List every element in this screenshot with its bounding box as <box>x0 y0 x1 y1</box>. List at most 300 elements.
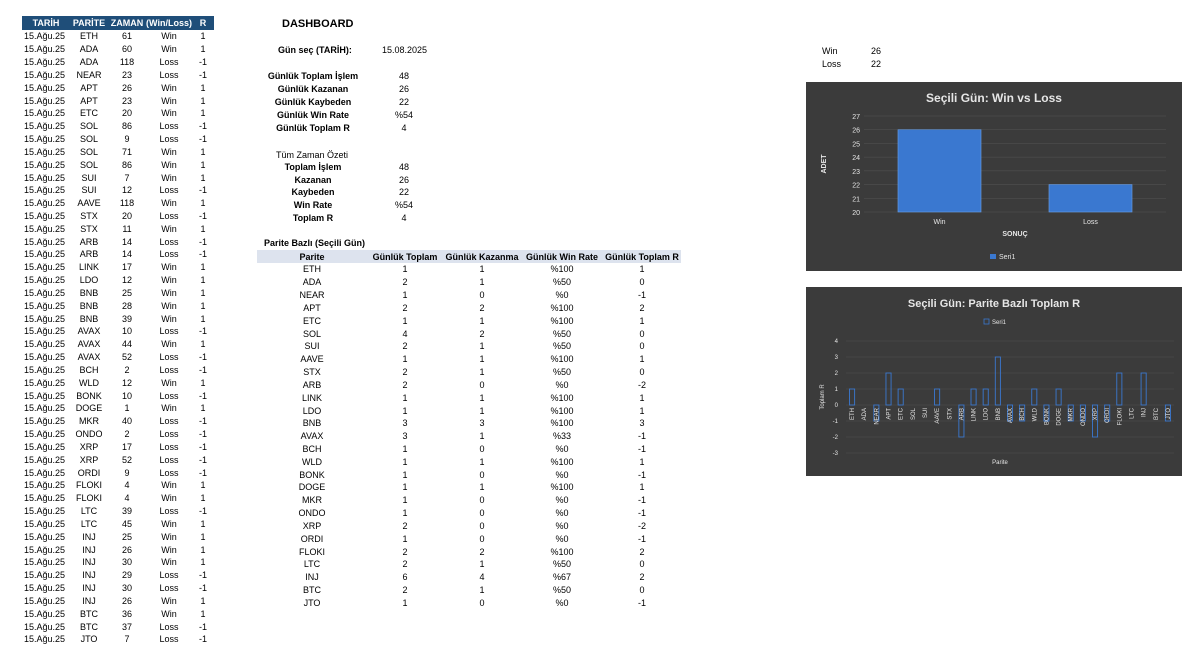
table-cell[interactable]: 40 <box>121 416 132 427</box>
table-cell[interactable]: SOL <box>302 328 321 339</box>
table-cell[interactable]: 0 <box>479 290 485 301</box>
table-cell[interactable]: 3 <box>402 418 408 429</box>
column-header[interactable]: PARİTE <box>70 16 108 30</box>
table-cell[interactable]: 15.Ağu.25 <box>24 31 66 42</box>
table-cell[interactable]: 6 <box>402 572 408 583</box>
table-cell[interactable]: 2 <box>402 585 408 596</box>
table-cell[interactable]: %0 <box>555 495 569 506</box>
table-cell[interactable]: 1 <box>200 198 206 209</box>
table-cell[interactable]: %0 <box>555 533 569 544</box>
table-cell[interactable]: 2 <box>639 572 645 583</box>
table-cell[interactable]: -1 <box>198 364 207 375</box>
table-cell[interactable]: 3 <box>402 431 408 442</box>
table-cell[interactable]: 2 <box>639 546 645 557</box>
table-cell[interactable]: LINK <box>78 262 99 273</box>
table-cell[interactable]: 3 <box>639 418 645 429</box>
table-cell[interactable]: 1 <box>479 431 485 442</box>
table-cell[interactable]: 14 <box>121 236 132 247</box>
table-cell[interactable]: 15.Ağu.25 <box>24 313 66 324</box>
table-cell[interactable]: 1 <box>200 159 206 170</box>
table-cell[interactable]: Loss <box>159 390 179 401</box>
table-cell[interactable]: 17 <box>121 441 132 452</box>
column-header[interactable]: ZAMAN <box>108 16 146 30</box>
table-cell[interactable]: FLOKI <box>75 480 102 491</box>
table-cell[interactable]: 7 <box>124 634 130 645</box>
summary-value[interactable]: 4 <box>401 213 407 223</box>
table-cell[interactable]: Win <box>161 595 177 606</box>
table-cell[interactable]: 15.Ağu.25 <box>24 364 66 375</box>
table-cell[interactable]: 29 <box>121 570 132 581</box>
table-cell[interactable]: 1 <box>639 405 645 416</box>
table-cell[interactable]: -1 <box>198 185 207 196</box>
table-cell[interactable]: 2 <box>479 302 485 313</box>
table-cell[interactable]: 2 <box>402 559 408 570</box>
table-cell[interactable]: 0 <box>479 495 485 506</box>
table-cell[interactable]: 15.Ağu.25 <box>24 441 66 452</box>
table-cell[interactable]: FLOKI <box>75 493 102 504</box>
table-cell[interactable]: NEAR <box>76 69 102 80</box>
table-cell[interactable]: AAVE <box>300 354 324 365</box>
table-cell[interactable]: 3 <box>479 418 485 429</box>
winloss-value[interactable]: 22 <box>871 59 882 69</box>
table-cell[interactable]: -2 <box>637 379 646 390</box>
table-cell[interactable]: -1 <box>637 597 646 608</box>
table-cell[interactable]: DOGE <box>75 403 103 414</box>
table-cell[interactable]: 15.Ağu.25 <box>24 159 66 170</box>
table-cell[interactable]: -1 <box>198 467 207 478</box>
summary-value[interactable]: 22 <box>398 97 409 107</box>
table-cell[interactable]: Win <box>161 608 177 619</box>
table-cell[interactable]: 23 <box>121 95 132 106</box>
table-cell[interactable]: %50 <box>552 328 571 339</box>
table-cell[interactable]: 2 <box>402 277 408 288</box>
table-cell[interactable]: Loss <box>159 634 179 645</box>
table-cell[interactable]: %0 <box>555 597 569 608</box>
table-cell[interactable]: 1 <box>479 367 485 378</box>
table-cell[interactable]: 15.Ağu.25 <box>24 390 66 401</box>
table-cell[interactable]: 1 <box>200 544 206 555</box>
table-cell[interactable]: 1 <box>479 354 485 365</box>
table-cell[interactable]: ETH <box>303 264 321 275</box>
table-cell[interactable]: BTC <box>80 608 98 619</box>
column-header[interactable]: Günlük Kazanma <box>443 250 521 263</box>
table-cell[interactable]: 2 <box>402 302 408 313</box>
table-cell[interactable]: 15.Ağu.25 <box>24 595 66 606</box>
column-header[interactable]: Günlük Toplam <box>367 250 443 263</box>
column-header[interactable]: Günlük Win Rate <box>521 250 603 263</box>
table-cell[interactable]: 15.Ağu.25 <box>24 454 66 465</box>
table-cell[interactable]: 15.Ağu.25 <box>24 211 66 221</box>
table-cell[interactable]: 0 <box>479 444 485 454</box>
summary-value[interactable]: 4 <box>401 123 407 133</box>
table-cell[interactable]: 15.Ağu.25 <box>24 185 66 196</box>
table-cell[interactable]: ONDO <box>75 429 103 440</box>
table-cell[interactable]: ETH <box>80 31 98 42</box>
table-cell[interactable]: 15.Ağu.25 <box>24 108 66 119</box>
table-cell[interactable]: 11 <box>122 223 132 234</box>
table-cell[interactable]: 0 <box>479 520 485 531</box>
table-cell[interactable]: 12 <box>121 185 132 196</box>
table-cell[interactable]: AVAX <box>77 352 101 363</box>
table-cell[interactable]: 0 <box>639 367 645 378</box>
table-cell[interactable]: 1 <box>200 403 206 414</box>
table-cell[interactable]: 15.Ağu.25 <box>24 57 66 68</box>
table-cell[interactable]: %33 <box>552 431 571 442</box>
table-cell[interactable]: %0 <box>555 290 569 301</box>
table-cell[interactable]: 1 <box>402 405 408 416</box>
table-cell[interactable]: 0 <box>639 328 645 339</box>
table-cell[interactable]: %100 <box>550 456 574 467</box>
table-cell[interactable]: %100 <box>550 405 574 416</box>
table-cell[interactable]: 15.Ağu.25 <box>24 44 66 55</box>
table-cell[interactable]: Win <box>161 313 177 324</box>
table-cell[interactable]: 1 <box>124 403 130 414</box>
table-cell[interactable]: BCH <box>79 364 99 375</box>
table-cell[interactable]: APT <box>303 302 321 313</box>
table-cell[interactable]: 15.Ağu.25 <box>24 95 66 106</box>
table-cell[interactable]: 0 <box>479 533 485 544</box>
table-cell[interactable]: 1 <box>402 508 408 519</box>
table-cell[interactable]: ARB <box>302 379 322 390</box>
table-cell[interactable]: 1 <box>479 341 485 352</box>
column-header[interactable]: Günlük Toplam R <box>603 250 681 263</box>
table-cell[interactable]: 1 <box>200 557 206 568</box>
table-cell[interactable]: Win <box>161 146 177 157</box>
table-cell[interactable]: 15.Ağu.25 <box>24 223 66 234</box>
table-cell[interactable]: BNB <box>79 287 99 298</box>
table-cell[interactable]: BCH <box>302 444 322 454</box>
table-cell[interactable]: AVAX <box>300 431 324 442</box>
table-cell[interactable]: 1 <box>200 223 206 234</box>
table-cell[interactable]: 0 <box>479 508 485 519</box>
table-cell[interactable]: Loss <box>159 326 179 337</box>
table-cell[interactable]: ARB <box>79 249 99 260</box>
table-cell[interactable]: 1 <box>639 315 645 326</box>
table-cell[interactable]: %50 <box>552 585 571 596</box>
table-cell[interactable]: 15.Ağu.25 <box>24 608 66 619</box>
summary-value[interactable]: 26 <box>398 175 409 185</box>
table-cell[interactable]: Loss <box>159 57 179 68</box>
table-cell[interactable]: %100 <box>550 302 574 313</box>
table-cell[interactable]: Win <box>161 518 177 529</box>
table-cell[interactable]: FLOKI <box>298 546 325 557</box>
column-header[interactable]: Parite <box>257 250 367 263</box>
table-cell[interactable]: 4 <box>124 493 130 504</box>
chart-win-vs-loss[interactable] <box>806 82 1182 271</box>
table-cell[interactable]: -2 <box>637 520 646 531</box>
table-cell[interactable]: 15.Ağu.25 <box>24 326 66 337</box>
table-cell[interactable]: STX <box>303 367 321 378</box>
table-cell[interactable]: -1 <box>637 495 646 506</box>
table-cell[interactable]: 7 <box>124 172 130 183</box>
table-cell[interactable]: 60 <box>121 44 132 55</box>
table-cell[interactable]: JTO <box>80 634 98 645</box>
table-cell[interactable]: Loss <box>159 441 179 452</box>
table-cell[interactable]: INJ <box>305 572 319 583</box>
table-cell[interactable]: %0 <box>555 508 569 519</box>
table-cell[interactable]: 15.Ağu.25 <box>24 493 66 504</box>
table-cell[interactable]: -1 <box>198 570 207 581</box>
table-cell[interactable]: 1 <box>402 597 408 608</box>
table-cell[interactable]: 15.Ağu.25 <box>24 134 66 145</box>
table-cell[interactable]: 1 <box>402 315 408 326</box>
table-cell[interactable]: 1 <box>402 495 408 506</box>
table-cell[interactable]: 1 <box>200 300 206 311</box>
table-cell[interactable]: XRP <box>79 454 99 465</box>
table-cell[interactable]: 1 <box>200 377 206 388</box>
table-cell[interactable]: MKR <box>79 416 99 427</box>
summary-value[interactable]: 26 <box>398 84 409 94</box>
table-cell[interactable]: 30 <box>121 583 132 594</box>
table-cell[interactable]: 39 <box>121 506 132 517</box>
table-cell[interactable]: -1 <box>637 290 646 301</box>
table-cell[interactable]: 1 <box>479 585 485 596</box>
table-cell[interactable]: Loss <box>159 506 179 517</box>
table-cell[interactable]: -1 <box>198 621 207 632</box>
table-cell[interactable]: Loss <box>159 185 179 196</box>
table-cell[interactable]: 4 <box>402 328 408 339</box>
table-cell[interactable]: 0 <box>639 585 645 596</box>
table-cell[interactable]: Win <box>161 108 177 119</box>
table-cell[interactable]: Win <box>161 82 177 93</box>
table-cell[interactable]: 1 <box>200 262 206 273</box>
table-cell[interactable]: INJ <box>82 531 96 542</box>
table-cell[interactable]: -1 <box>198 634 207 645</box>
table-cell[interactable]: 45 <box>121 518 132 529</box>
table-cell[interactable]: 1 <box>200 108 206 119</box>
table-cell[interactable]: -1 <box>198 326 207 337</box>
table-cell[interactable]: BONK <box>299 469 325 480</box>
table-cell[interactable]: 1 <box>200 518 206 529</box>
table-cell[interactable]: INJ <box>82 570 96 581</box>
table-cell[interactable]: Loss <box>159 364 179 375</box>
table-cell[interactable]: 1 <box>200 493 206 504</box>
table-cell[interactable]: 0 <box>479 469 485 480</box>
table-cell[interactable]: ETC <box>303 315 321 326</box>
table-cell[interactable]: 0 <box>639 277 645 288</box>
table-cell[interactable]: -1 <box>637 508 646 519</box>
table-cell[interactable]: 12 <box>121 275 132 286</box>
table-cell[interactable]: MKR <box>302 495 322 506</box>
table-cell[interactable]: 0 <box>479 597 485 608</box>
winloss-value[interactable]: 26 <box>871 46 882 56</box>
table-cell[interactable]: %100 <box>550 482 574 493</box>
table-cell[interactable]: Loss <box>159 352 179 363</box>
table-cell[interactable]: 10 <box>121 390 132 401</box>
table-cell[interactable]: 12 <box>121 377 132 388</box>
table-cell[interactable]: 15.Ağu.25 <box>24 262 66 273</box>
table-cell[interactable]: STX <box>80 211 98 221</box>
table-cell[interactable]: Loss <box>159 416 179 427</box>
table-cell[interactable]: -1 <box>198 441 207 452</box>
table-cell[interactable]: 2 <box>124 364 130 375</box>
table-cell[interactable]: 15.Ağu.25 <box>24 352 66 363</box>
table-cell[interactable]: Win <box>161 44 177 55</box>
table-cell[interactable]: 15.Ağu.25 <box>24 518 66 529</box>
summary-value[interactable]: %54 <box>394 200 413 210</box>
table-cell[interactable]: 15.Ağu.25 <box>24 557 66 568</box>
table-cell[interactable]: 71 <box>121 146 132 157</box>
table-cell[interactable]: 2 <box>402 379 408 390</box>
table-cell[interactable]: %0 <box>555 444 569 454</box>
table-cell[interactable]: 15.Ağu.25 <box>24 621 66 632</box>
table-cell[interactable]: Win <box>161 377 177 388</box>
table-cell[interactable]: LDO <box>79 275 99 286</box>
table-cell[interactable]: APT <box>80 95 98 106</box>
table-cell[interactable]: Win <box>161 287 177 298</box>
table-cell[interactable]: 1 <box>402 444 408 454</box>
table-cell[interactable]: BTC <box>80 621 98 632</box>
table-cell[interactable]: 1 <box>402 482 408 493</box>
table-cell[interactable]: -1 <box>198 236 207 247</box>
table-cell[interactable]: 23 <box>121 69 132 80</box>
table-cell[interactable]: 1 <box>639 392 645 403</box>
table-cell[interactable]: 1 <box>639 354 645 365</box>
summary-value[interactable]: 48 <box>398 71 409 81</box>
table-cell[interactable]: Win <box>161 31 177 42</box>
table-cell[interactable]: -1 <box>198 454 207 465</box>
table-cell[interactable]: 1 <box>200 95 206 106</box>
table-cell[interactable]: INJ <box>82 595 96 606</box>
table-cell[interactable]: 9 <box>124 134 130 145</box>
summary-value[interactable]: 22 <box>398 187 409 197</box>
table-cell[interactable]: 1 <box>200 480 206 491</box>
table-cell[interactable]: BNB <box>79 313 99 324</box>
table-cell[interactable]: Loss <box>159 134 179 145</box>
table-cell[interactable]: 4 <box>124 480 130 491</box>
table-cell[interactable]: 26 <box>121 595 132 606</box>
table-cell[interactable]: -1 <box>637 469 646 480</box>
table-cell[interactable]: 1 <box>402 354 408 365</box>
table-cell[interactable]: SOL <box>79 121 98 132</box>
table-cell[interactable]: JTO <box>303 597 321 608</box>
table-cell[interactable]: -1 <box>637 533 646 544</box>
table-cell[interactable]: %100 <box>550 418 574 429</box>
table-cell[interactable]: -1 <box>198 506 207 517</box>
table-cell[interactable]: Win <box>161 493 177 504</box>
table-cell[interactable]: BONK <box>76 390 102 401</box>
table-cell[interactable]: Win <box>161 544 177 555</box>
table-cell[interactable]: 1 <box>200 608 206 619</box>
table-cell[interactable]: 1 <box>402 533 408 544</box>
table-cell[interactable]: 15.Ağu.25 <box>24 467 66 478</box>
table-cell[interactable]: SUI <box>81 185 97 196</box>
table-cell[interactable]: 1 <box>479 392 485 403</box>
table-cell[interactable]: 1 <box>479 559 485 570</box>
table-cell[interactable]: 1 <box>402 392 408 403</box>
table-cell[interactable]: 1 <box>200 44 206 55</box>
table-cell[interactable]: ORDI <box>77 467 101 478</box>
table-cell[interactable]: 15.Ağu.25 <box>24 531 66 542</box>
table-cell[interactable]: %100 <box>550 392 574 403</box>
table-cell[interactable]: LINK <box>301 392 322 403</box>
table-cell[interactable]: LTC <box>303 559 321 570</box>
table-cell[interactable]: 20 <box>121 108 132 119</box>
table-cell[interactable]: 15.Ağu.25 <box>24 429 66 440</box>
table-cell[interactable]: 1 <box>200 275 206 286</box>
table-cell[interactable]: AVAX <box>77 326 101 337</box>
table-cell[interactable]: 44 <box>121 339 132 350</box>
table-cell[interactable]: 1 <box>402 264 408 275</box>
column-header[interactable]: R <box>192 16 214 30</box>
table-cell[interactable]: ADA <box>79 44 99 55</box>
table-cell[interactable]: 1 <box>200 531 206 542</box>
table-cell[interactable]: -1 <box>198 416 207 427</box>
table-cell[interactable]: 0 <box>479 379 485 390</box>
table-cell[interactable]: 4 <box>479 572 485 583</box>
table-cell[interactable]: SUI <box>304 341 320 352</box>
table-cell[interactable]: 1 <box>402 456 408 467</box>
table-cell[interactable]: XRP <box>79 441 99 452</box>
table-cell[interactable]: 2 <box>402 367 408 378</box>
table-cell[interactable]: 0 <box>639 559 645 570</box>
table-cell[interactable]: ARB <box>79 236 99 247</box>
table-cell[interactable]: SUI <box>81 172 97 183</box>
table-cell[interactable]: 14 <box>121 249 132 260</box>
table-cell[interactable]: 15.Ağu.25 <box>24 249 66 260</box>
table-cell[interactable]: SOL <box>79 146 98 157</box>
table-cell[interactable]: 1 <box>200 313 206 324</box>
table-cell[interactable]: Loss <box>159 69 179 80</box>
table-cell[interactable]: Win <box>161 531 177 542</box>
table-cell[interactable]: 15.Ağu.25 <box>24 172 66 183</box>
table-cell[interactable]: %0 <box>555 379 569 390</box>
table-cell[interactable]: Loss <box>159 454 179 465</box>
table-cell[interactable]: -1 <box>198 249 207 260</box>
table-cell[interactable]: Loss <box>159 621 179 632</box>
table-cell[interactable]: BTC <box>303 585 321 596</box>
table-cell[interactable]: 15.Ağu.25 <box>24 403 66 414</box>
table-cell[interactable]: 15.Ağu.25 <box>24 69 66 80</box>
table-cell[interactable]: 15.Ağu.25 <box>24 275 66 286</box>
table-cell[interactable]: %100 <box>550 264 574 275</box>
table-cell[interactable]: 52 <box>121 454 132 465</box>
table-cell[interactable]: 15.Ağu.25 <box>24 506 66 517</box>
table-cell[interactable]: 39 <box>121 313 132 324</box>
table-cell[interactable]: 15.Ağu.25 <box>24 300 66 311</box>
column-header[interactable]: TARİH <box>22 16 70 30</box>
table-cell[interactable]: Win <box>161 223 177 234</box>
table-cell[interactable]: 1 <box>479 277 485 288</box>
table-cell[interactable]: WLD <box>302 456 322 467</box>
table-cell[interactable]: ORDI <box>300 533 324 544</box>
table-cell[interactable]: 2 <box>479 546 485 557</box>
table-cell[interactable]: Win <box>161 300 177 311</box>
table-cell[interactable]: 86 <box>121 159 132 170</box>
table-cell[interactable]: NEAR <box>299 290 325 301</box>
table-cell[interactable]: Loss <box>159 211 179 221</box>
table-cell[interactable]: BNB <box>79 300 99 311</box>
table-cell[interactable]: -1 <box>637 444 646 454</box>
table-cell[interactable]: 30 <box>121 557 132 568</box>
table-cell[interactable]: 52 <box>121 352 132 363</box>
summary-value[interactable]: %54 <box>394 110 413 120</box>
table-cell[interactable]: Loss <box>159 583 179 594</box>
table-cell[interactable]: 2 <box>402 341 408 352</box>
table-cell[interactable]: 17 <box>121 262 132 273</box>
table-cell[interactable]: 1 <box>200 339 206 350</box>
table-cell[interactable]: -1 <box>198 121 207 132</box>
table-cell[interactable]: Loss <box>159 249 179 260</box>
table-cell[interactable]: 15.Ağu.25 <box>24 82 66 93</box>
table-cell[interactable]: LTC <box>80 518 98 529</box>
table-cell[interactable]: 1 <box>200 31 206 42</box>
table-cell[interactable]: %50 <box>552 367 571 378</box>
table-cell[interactable]: 15.Ağu.25 <box>24 570 66 581</box>
table-cell[interactable]: %100 <box>550 354 574 365</box>
table-cell[interactable]: 25 <box>121 531 132 542</box>
table-cell[interactable]: Win <box>161 262 177 273</box>
